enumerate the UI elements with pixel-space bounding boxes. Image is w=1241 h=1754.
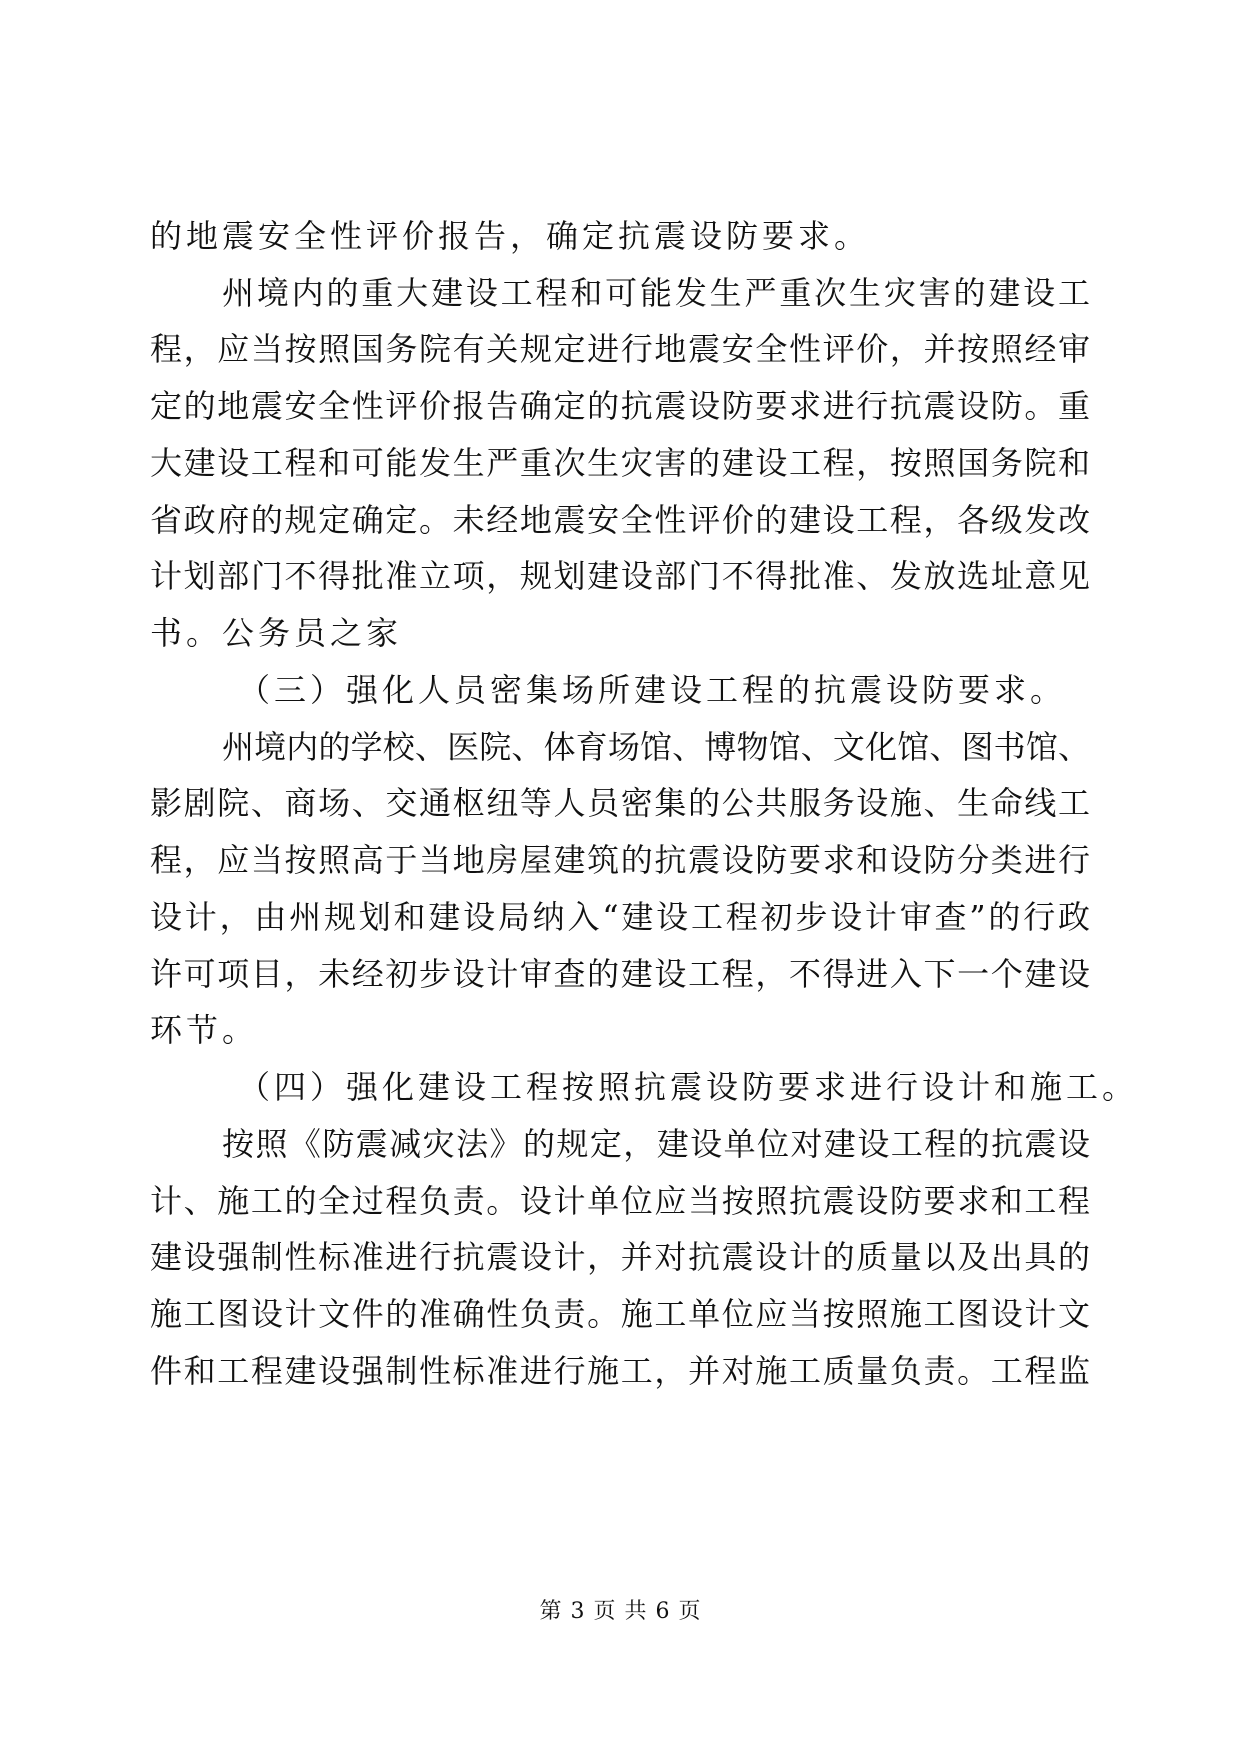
section-heading: （三）强化人员密集场所建设工程的抗震设防要求。: [238, 671, 1067, 709]
text-line: 州境内的重大建设工程和可能发生严重次生灾害的建设工: [222, 274, 1090, 312]
text-line: 施工图设计文件的准确性负责。施工单位应当按照施工图设计文: [150, 1295, 1090, 1333]
text-line: 的地震安全性评价报告，确定抗震设防要求。: [150, 217, 871, 255]
text-line: 程，应当按照高于当地房屋建筑的抗震设防要求和设防分类进行: [150, 841, 1090, 879]
text-line: 大建设工程和可能发生严重次生灾害的建设工程，按照国务院和: [150, 444, 1090, 482]
text-line: 设计，由州规划和建设局纳入“建设工程初步设计审查”的行政: [150, 898, 1090, 936]
section-heading: （四）强化建设工程按照抗震设防要求进行设计和施工。: [238, 1068, 1139, 1106]
text-line: 州境内的学校、医院、体育场馆、博物馆、文化馆、图书馆、: [222, 728, 1090, 766]
text-line: 计划部门不得批准立项，规划建设部门不得批准、发放选址意见: [150, 557, 1090, 595]
text-line: 定的地震安全性评价报告确定的抗震设防要求进行抗震设防。重: [150, 387, 1090, 425]
text-line: 书。公务员之家: [150, 614, 403, 652]
text-line: 件和工程建设强制性标准进行施工，并对施工质量负责。工程监: [150, 1352, 1090, 1390]
text-line: 建设强制性标准进行抗震设计，并对抗震设计的质量以及出具的: [150, 1238, 1090, 1276]
page-footer: 第 3 页 共 6 页: [539, 1599, 702, 1624]
text-line: 影剧院、商场、交通枢纽等人员密集的公共服务设施、生命线工: [150, 784, 1090, 822]
text-line: 程，应当按照国务院有关规定进行地震安全性评价，并按照经审: [150, 330, 1090, 368]
text-line: 按照《防震减灾法》的规定，建设单位对建设工程的抗震设: [222, 1125, 1090, 1163]
text-line: 许可项目，未经初步设计审查的建设工程，不得进入下一个建设: [150, 955, 1090, 993]
text-line: 计、施工的全过程负责。设计单位应当按照抗震设防要求和工程: [150, 1182, 1090, 1220]
text-line: 环节。: [150, 1011, 259, 1049]
text-line: 省政府的规定确定。未经地震安全性评价的建设工程，各级发改: [150, 501, 1090, 539]
